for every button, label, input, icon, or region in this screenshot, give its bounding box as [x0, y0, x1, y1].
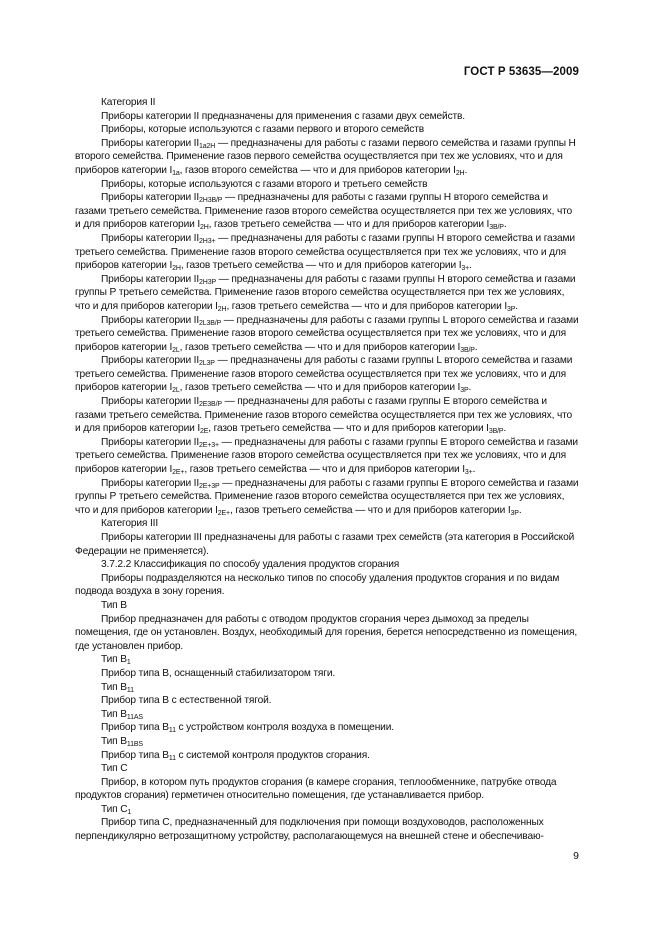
paragraph-text: — предназначены для работы с газами группы Н второго семейства и газами третьего семейства. Применение газов второго семейства осуществляется при тех же условиях, что и для приборов категории I: [75, 192, 573, 231]
paragraph-text: 3.7.2.2 Классификация по способу удаления продуктов сгорания: [101, 559, 400, 571]
paragraph: [75, 667, 579, 681]
paragraph-text: , газов третьего семейства — что и для приборов категории I: [179, 382, 461, 394]
paragraph: [75, 191, 579, 232]
paragraph-text: , газов третьего семейства — что и для приборов категории I: [179, 341, 461, 353]
paragraph-text: .: [472, 464, 476, 476]
paragraph: [75, 96, 579, 110]
paragraph-text: .: [474, 341, 478, 353]
paragraph-text: Приборы категории II: [101, 137, 200, 149]
paragraph: [75, 735, 579, 749]
subscript: 11AS: [126, 713, 143, 721]
paragraph-text: — предназначены для работы с газами первого семейства и газами группы Н второго семейства. Применение газов первого семейства осуществляется при тех же условиях, что и для приборов категории I: [75, 137, 576, 176]
paragraph-text: Тип С: [101, 763, 128, 775]
paragraph-text: .: [515, 300, 518, 312]
paragraph-text: Категория II: [101, 97, 156, 108]
paragraph-text: с устройством контроля воздуха в помещении.: [175, 722, 394, 734]
paragraph-text: , газов третьего семейства — что и для приборов категории I: [208, 219, 490, 231]
paragraph-text: , газов третьего семейства — что и для приборов категории I: [180, 260, 462, 272]
paragraph: [75, 531, 579, 558]
paragraph: [75, 762, 579, 776]
paragraph-text: — предназначены для работы с газами группы Е второго семейства и газами группы Р третьего семейства. Применение газов второго семейства осуществляется при тех же условиях, что и для приборов категории I: [75, 477, 579, 516]
subscript: 3B/P: [488, 428, 504, 436]
paragraph: [75, 572, 579, 599]
paragraph: [75, 558, 579, 572]
subscript: 3+: [464, 469, 473, 477]
subscript: 2H3+: [199, 237, 216, 245]
paragraph-text: , газов третьего семейства — что и для приборов категории I: [208, 423, 489, 435]
paragraph: [75, 273, 579, 314]
paragraph-text: Прибор типа В с естественной тягой.: [101, 695, 272, 707]
subscript: 3P: [507, 305, 516, 313]
subscript: 1: [127, 808, 132, 816]
subscript: 11: [168, 727, 176, 735]
paragraph-text: .: [518, 504, 522, 516]
paragraph-text: Приборы категории II предназначены для применения с газами двух семейств.: [101, 110, 465, 122]
paragraph-text: Приборы категории II: [101, 396, 200, 408]
paragraph-text: Категория III: [101, 518, 158, 530]
paragraph: [75, 314, 579, 355]
paragraph-text: , газов третьего семейства — что и для приборов категории I: [184, 464, 465, 476]
paragraph: [75, 776, 579, 803]
paragraph-text: Приборы категории II: [101, 477, 200, 489]
paragraph: [75, 694, 579, 708]
paragraph-text: Прибор типа В, оснащенный стабилизатором тяги.: [101, 667, 336, 679]
subscript: 3B/P: [489, 224, 504, 232]
subscript: 2E+3P: [199, 482, 220, 490]
subscript: 2E3B/P: [199, 401, 222, 409]
paragraph-text: Прибор типа В: [101, 722, 169, 734]
paragraph: [75, 599, 579, 613]
subscript: 2L: [172, 387, 180, 395]
paragraph: [75, 477, 579, 518]
paragraph-text: .: [468, 382, 472, 394]
subscript: 11BS: [126, 740, 143, 748]
paragraph-text: Приборы категории II: [101, 314, 200, 326]
page-number: 9: [573, 850, 579, 862]
subscript: 2H: [172, 265, 181, 273]
paragraph: [75, 517, 579, 531]
paragraph-text: Прибор предназначен для работы с отводом продуктов сгорания через дымоход за пределы помещения, где он установлен. Воздух, необходимый для горения, берется непосредственно из помещения, где установлен прибор.: [75, 613, 578, 652]
paragraph-text: Прибор, в котором путь продуктов сгорания (в камере сгорания, теплообменнике, патрубке отвода продуктов сгорания) герметичен относительно помещения, где устанавливается прибор.: [75, 776, 557, 802]
paragraph-text: Приборы категории III предназначены для работы с газами трех семейств (эта категория в Российской Федерации не применяется).: [75, 532, 575, 557]
paragraph-text: Прибор типа С, предназначенный для подключения при помощи воздуховодов, расположенных перпендикулярно ветрозащитному устройству, располагающемуся на внешней стене и обеспечиваю-: [75, 817, 544, 843]
subscript: 2E+: [217, 509, 230, 517]
paragraph-text: — предназначены для работы с газами группы Е второго семейства и газами третьего семейства. Применение газов второго семейства осуществляется при тех же условиях, что и для приборов категории I: [75, 396, 573, 435]
subscript: 2E+: [172, 469, 185, 477]
subscript: 2E: [200, 428, 209, 436]
paragraph-text: Приборы категории II: [101, 436, 200, 448]
paragraph: [75, 123, 579, 137]
paragraph: [75, 436, 579, 477]
paragraph: [75, 395, 579, 436]
paragraph-text: с системой контроля продуктов сгорания.: [175, 749, 370, 761]
subscript: 2L: [172, 346, 180, 354]
paragraph-text: — предназначены для работы с газами группы Е второго семейства и газами третьего семейства. Применение газов второго семейства осуществляется при тех же условиях, что и для приборов категории I: [75, 436, 578, 476]
paragraph: [75, 110, 579, 124]
subscript: 1a2H: [199, 142, 216, 150]
paragraph-text: Приборы, которые используются с газами второго и третьего семейств: [101, 178, 428, 190]
subscript: 11: [126, 686, 134, 694]
paragraph-text: , газов третьего семейства — что и для приборов категории I: [229, 504, 511, 516]
paragraph-text: .: [469, 260, 472, 272]
paragraph-text: , газов второго семейства — что и для приборов категории I: [179, 164, 456, 176]
paragraph: [75, 816, 579, 843]
subscript: 11: [168, 754, 176, 762]
paragraph-text: Тип В: [101, 654, 127, 666]
subscript: 1a: [172, 169, 180, 177]
paragraph-text: .: [464, 164, 468, 176]
paragraph-text: Прибор типа В: [101, 749, 169, 761]
paragraph-text: — предназначены для работы с газами группы L второго семейства и газами третьего семейства. Применение газов второго семейства осуществляется при тех же условиях, что и для приборов категории I: [75, 355, 573, 394]
paragraph: [75, 803, 579, 817]
paragraph-text: — предназначены для работы с газами группы Н второго семейства и газами группы Р третьего семейства. Применение газов второго семейства осуществляется при тех же условиях, что и для приборов категории I: [75, 273, 576, 312]
subscript: 2H: [200, 224, 209, 232]
paragraph-text: Тип С: [101, 803, 128, 815]
subscript: 3P: [510, 509, 519, 517]
paragraph-text: Приборы категории II: [101, 355, 200, 367]
subscript: 2L3B/P: [199, 319, 222, 327]
paragraph: [75, 354, 579, 395]
paragraph: [75, 232, 579, 273]
paragraph: [75, 613, 579, 654]
paragraph-text: .: [503, 219, 507, 231]
paragraph: [75, 721, 579, 735]
subscript: 2H: [455, 169, 465, 177]
subscript: 3B/P: [460, 346, 475, 354]
paragraph: [75, 653, 579, 667]
subscript: 2H3B/P: [199, 197, 223, 205]
document-body: [75, 96, 579, 844]
subscript: 2L3P: [199, 360, 215, 368]
subscript: 2H3P: [199, 278, 216, 286]
subscript: 3P: [460, 387, 469, 395]
paragraph-text: Тип В: [101, 708, 127, 720]
paragraph-text: Приборы категории II: [101, 232, 200, 244]
subscript: 2H: [217, 305, 227, 313]
paragraph: [75, 708, 579, 722]
subscript: 3+: [461, 265, 470, 273]
paragraph-text: Тип В: [101, 681, 127, 693]
paragraph-text: — предназначены для работы с газами группы L второго семейства и газами третьего семейства. Применение газов второго семейства осуществляется при тех же условиях, что и для приборов категории I: [75, 314, 579, 353]
paragraph: [75, 137, 579, 178]
paragraph-text: Приборы подразделяются на несколько типов по способу удаления продуктов сгорания и по видам подвода воздуха в зону горения.: [75, 572, 560, 598]
subscript: 2E+3+: [199, 441, 219, 449]
paragraph-text: Приборы категории II: [101, 273, 200, 285]
paragraph-text: Тип В: [101, 735, 127, 747]
paragraph: [75, 681, 579, 695]
paragraph-text: , газов третьего семейства — что и для приборов категории I: [226, 300, 507, 312]
document-header: ГОСТ Р 53635—2009: [463, 66, 579, 78]
paragraph: [75, 178, 579, 192]
paragraph-text: Приборы, которые используются с газами первого и второго семейств: [101, 124, 425, 136]
subscript: 1: [126, 659, 131, 667]
paragraph-text: .: [503, 423, 507, 435]
paragraph-text: — предназначены для работы с газами группы Н второго семейства и газами третьего семейства. Применение газов второго семейства осуществляется при тех же условиях, что и для приборов категории I: [75, 232, 575, 272]
paragraph: [75, 749, 579, 763]
paragraph-text: Тип В: [101, 599, 127, 611]
paragraph-text: Приборы категории II: [101, 192, 200, 204]
